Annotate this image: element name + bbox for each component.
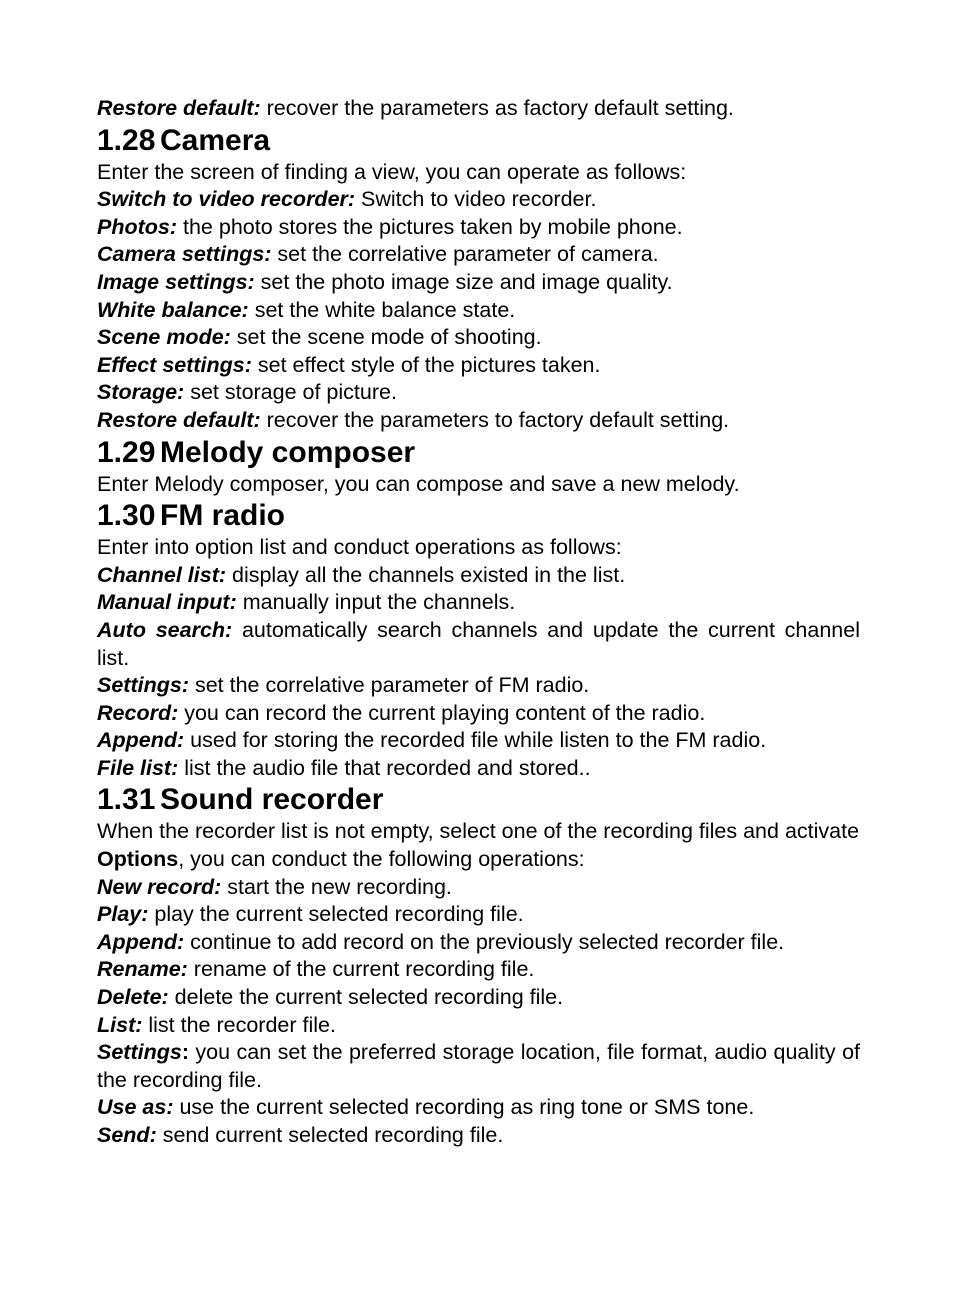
term-text: display all the channels existed in the list. xyxy=(226,562,626,587)
term-label: Camera settings: xyxy=(97,242,272,267)
term-label: Channel list: xyxy=(97,562,227,587)
fm-item xyxy=(97,672,860,700)
sound-item xyxy=(97,1094,860,1122)
term-text: recover the parameters to factory default setting. xyxy=(260,407,730,432)
camera-item xyxy=(97,407,860,435)
sound-item xyxy=(97,901,860,929)
camera-item xyxy=(97,214,860,242)
section-number: 1.31 xyxy=(97,783,156,817)
camera-lead: Enter the screen of finding a view, you can operate as follows: xyxy=(97,159,687,184)
term-label: Scene mode: xyxy=(97,325,231,350)
term-label: White balance: xyxy=(97,297,249,322)
fm-item xyxy=(97,562,860,590)
section-number: 1.29 xyxy=(97,435,156,469)
section-title: Melody composer xyxy=(160,435,416,469)
fm-item xyxy=(97,700,860,728)
document-page xyxy=(97,95,860,1150)
term-text: set the scene mode of shooting. xyxy=(230,325,542,350)
term-text: use the current selected recording as ring tone or SMS tone. xyxy=(173,1095,755,1120)
term-label: List: xyxy=(97,1012,143,1037)
melody-lead: Enter Melody composer, you can compose and save a new melody. xyxy=(97,471,740,496)
term-label: Rename: xyxy=(97,957,188,982)
term-text: continue to add record on the previously selected recorder file. xyxy=(184,929,785,954)
camera-item xyxy=(97,379,860,407)
term-colon: : xyxy=(181,1040,189,1065)
term-text: play the current selected recording file. xyxy=(148,902,524,927)
camera-item xyxy=(97,324,860,352)
term-text: used for storing the recorded file while listen to the FM radio. xyxy=(184,728,767,753)
term-label: Photos: xyxy=(97,214,178,239)
section-heading-camera xyxy=(97,123,860,159)
term-text: manually input the channels. xyxy=(236,590,516,615)
term-label: Use as: xyxy=(97,1095,174,1120)
term-text: set the correlative parameter of camera. xyxy=(271,242,659,267)
term-text: automatically search channels and update the current channel list. xyxy=(97,617,860,670)
term-label: Image settings: xyxy=(97,269,255,294)
section-title: Sound recorder xyxy=(160,783,384,817)
term-text: rename of the current recording file. xyxy=(187,957,535,982)
restore-default-intro xyxy=(97,95,860,123)
section-heading-melody-composer xyxy=(97,435,860,471)
term-text: start the new recording. xyxy=(221,874,452,899)
fm-item xyxy=(97,755,860,783)
lead-text: , you can conduct the following operations: xyxy=(178,847,585,872)
section-heading-sound-recorder xyxy=(97,782,860,818)
camera-item xyxy=(97,186,860,214)
term-text: list the audio file that recorded and stored.. xyxy=(178,755,591,780)
term-label: Switch to video recorder: xyxy=(97,187,356,212)
camera-item xyxy=(97,241,860,269)
fm-item xyxy=(97,589,860,617)
term-label: New record: xyxy=(97,874,222,899)
fm-item xyxy=(97,727,860,755)
lead-text: When the recorder list is not empty, select one of the recording files and activate xyxy=(97,819,860,844)
sound-item xyxy=(97,1122,860,1150)
term-text: list the recorder file. xyxy=(142,1012,336,1037)
sound-item xyxy=(97,956,860,984)
term-text: recover the parameters as factory default setting. xyxy=(260,96,734,120)
camera-item xyxy=(97,297,860,325)
term-label: Record: xyxy=(97,700,179,725)
sound-item xyxy=(97,929,860,957)
camera-item xyxy=(97,269,860,297)
options-keyword: Options xyxy=(97,847,179,872)
term-label: Storage: xyxy=(97,380,185,405)
term-text: set the photo image size and image quality. xyxy=(254,269,673,294)
fm-item xyxy=(97,617,860,672)
term-label: Send: xyxy=(97,1123,157,1147)
term-text: set storage of picture. xyxy=(184,380,397,405)
sound-item xyxy=(97,1039,860,1094)
term-label: Restore default: xyxy=(97,407,261,432)
section-number: 1.28 xyxy=(97,123,156,157)
term-text: you can record the current playing content of the radio. xyxy=(178,700,706,725)
term-label: File list: xyxy=(97,755,179,780)
term-text: set the white balance state. xyxy=(248,297,516,322)
term-label: Delete: xyxy=(97,985,169,1010)
term-text: Switch to video recorder. xyxy=(355,187,597,212)
term-label: Manual input: xyxy=(97,590,237,615)
sound-item xyxy=(97,874,860,902)
sound-item xyxy=(97,984,860,1012)
term-text: send current selected recording file. xyxy=(156,1123,504,1147)
term-text: delete the current selected recording file. xyxy=(168,985,564,1010)
sound-item xyxy=(97,1012,860,1040)
term-label: Play: xyxy=(97,902,149,927)
term-text: the photo stores the pictures taken by mobile phone. xyxy=(177,214,683,239)
term-label: Settings: xyxy=(97,673,189,698)
camera-item xyxy=(97,352,860,380)
term-label: Effect settings: xyxy=(97,352,252,377)
term-text: set effect style of the pictures taken. xyxy=(251,352,601,377)
section-title: FM radio xyxy=(160,499,285,533)
section-heading-fm-radio xyxy=(97,498,860,534)
term-label: Settings xyxy=(97,1040,182,1065)
term-text: you can set the preferred storage location, file format, audio quality of the recording file. xyxy=(97,1040,860,1092)
term-label: Append: xyxy=(97,929,185,954)
sound-lead xyxy=(97,818,860,873)
term-label: Restore default: xyxy=(97,96,261,120)
section-title: Camera xyxy=(160,123,271,157)
term-text: set the correlative parameter of FM radio. xyxy=(188,673,590,698)
section-number: 1.30 xyxy=(97,499,156,533)
fm-lead: Enter into option list and conduct operations as follows: xyxy=(97,535,622,560)
term-label: Auto search: xyxy=(97,617,233,642)
term-label: Append: xyxy=(97,728,185,753)
